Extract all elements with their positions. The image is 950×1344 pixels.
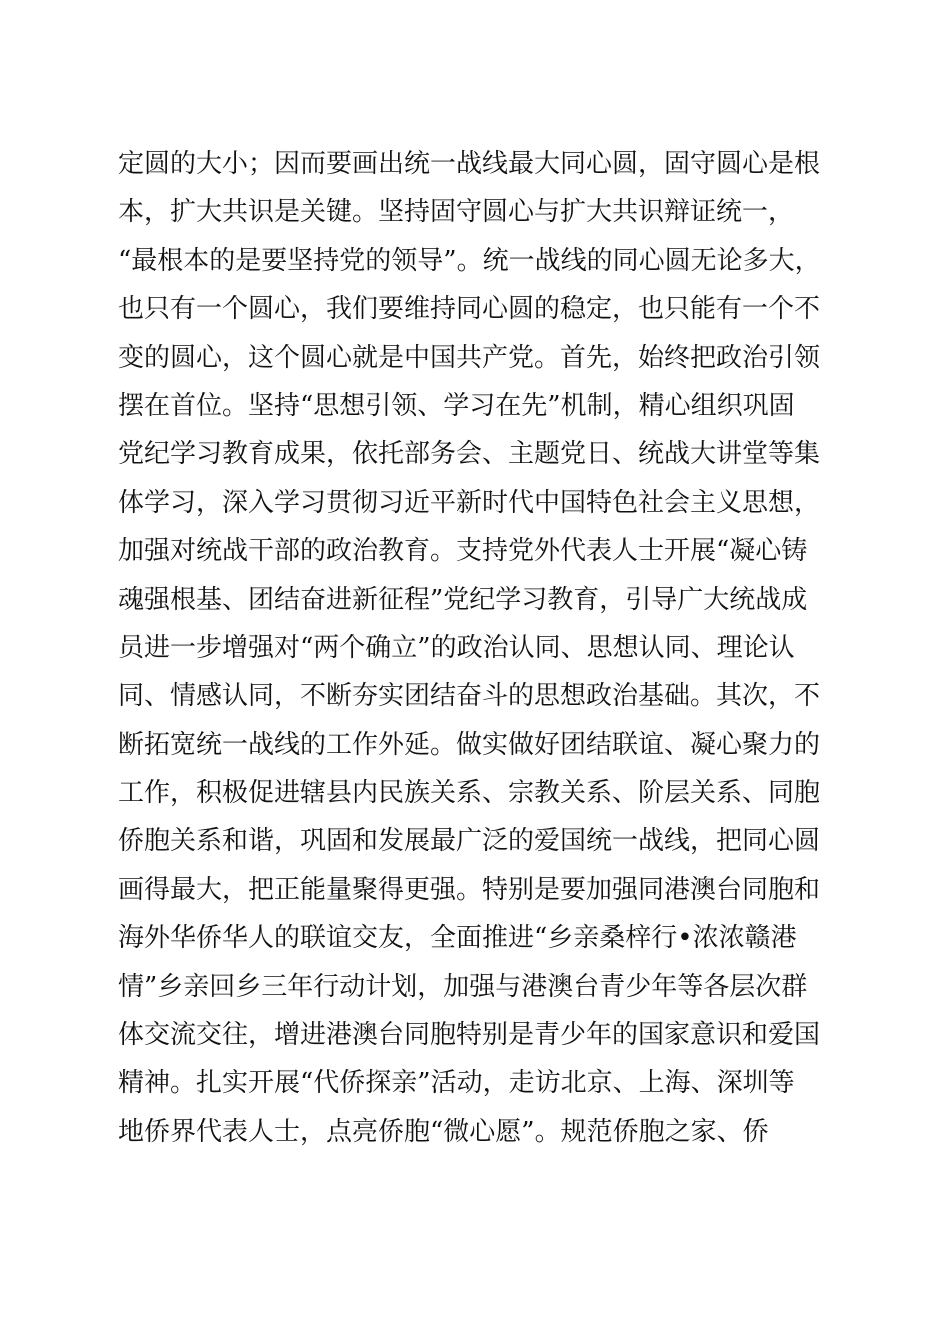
text-line-7: 党纪学习教育成果，依托部务会、主题党日、统战大讲堂等集 [118,439,821,470]
text-line-20: 精神。扎实开展“代侨探亲”活动，走访北京、上海、深圳等 [118,1068,795,1099]
text-line-5: 变的圆心，这个圆心就是中国共产党。首先，始终把政治引领 [118,342,821,373]
text-line-19: 体交流交往，增进港澳台同胞特别是青少年的国家意识和爱国 [118,1020,821,1051]
text-line-17: 海外华侨华人的联谊交友，全面推进“乡亲桑梓行•浓浓赣港 [118,923,797,954]
text-line-6: 摆在首位。坚持“思想引领、学习在先”机制，精心组织巩固 [118,390,795,421]
text-line-15: 侨胞关系和谐，巩固和发展最广泛的爱国统一战线，把同心圆 [118,826,821,857]
text-line-21: 地侨界代表人士，点亮侨胞“微心愿”。规范侨胞之家、侨 [118,1116,769,1147]
body-text [118,140,838,1156]
text-line-8: 体学习，深入学习贯彻习近平新时代中国特色社会主义思想， [118,487,821,518]
text-line-3: “最根本的是要坚持党的领导”。统一战线的同心圆无论多大， [118,245,821,276]
text-line-13: 断拓宽统一战线的工作外延。做实做好团结联谊、凝心聚力的 [118,729,821,760]
text-line-9: 加强对统战干部的政治教育。支持党外代表人士开展“凝心铸 [118,536,808,567]
text-line-16: 画得最大，把正能量聚得更强。特别是要加强同港澳台同胞和 [118,874,821,905]
text-line-12: 同、情感认同，不断夯实团结奋斗的思想政治基础。其次，不 [118,681,821,712]
text-line-1: 定圆的大小；因而要画出统一战线最大同心圆，固守圆心是根 [118,149,821,179]
text-line-2: 本，扩大共识是关键。坚持固守圆心与扩大共识辩证统一， [118,197,795,228]
text-line-14: 工作，积极促进辖县内民族关系、宗教关系、阶层关系、同胞 [118,778,821,809]
text-line-10: 魂强根基、团结奋进新征程”党纪学习教育，引导广大统战成 [118,584,808,615]
text-line-18: 情”乡亲回乡三年行动计划，加强与港澳台青少年等各层次群 [118,971,808,1002]
text-line-4: 也只有一个圆心，我们要维持同心圆的稳定，也只能有一个不 [118,294,821,325]
text-line-11: 员进一步增强对“两个确立”的政治认同、思想认同、理论认 [118,632,795,663]
